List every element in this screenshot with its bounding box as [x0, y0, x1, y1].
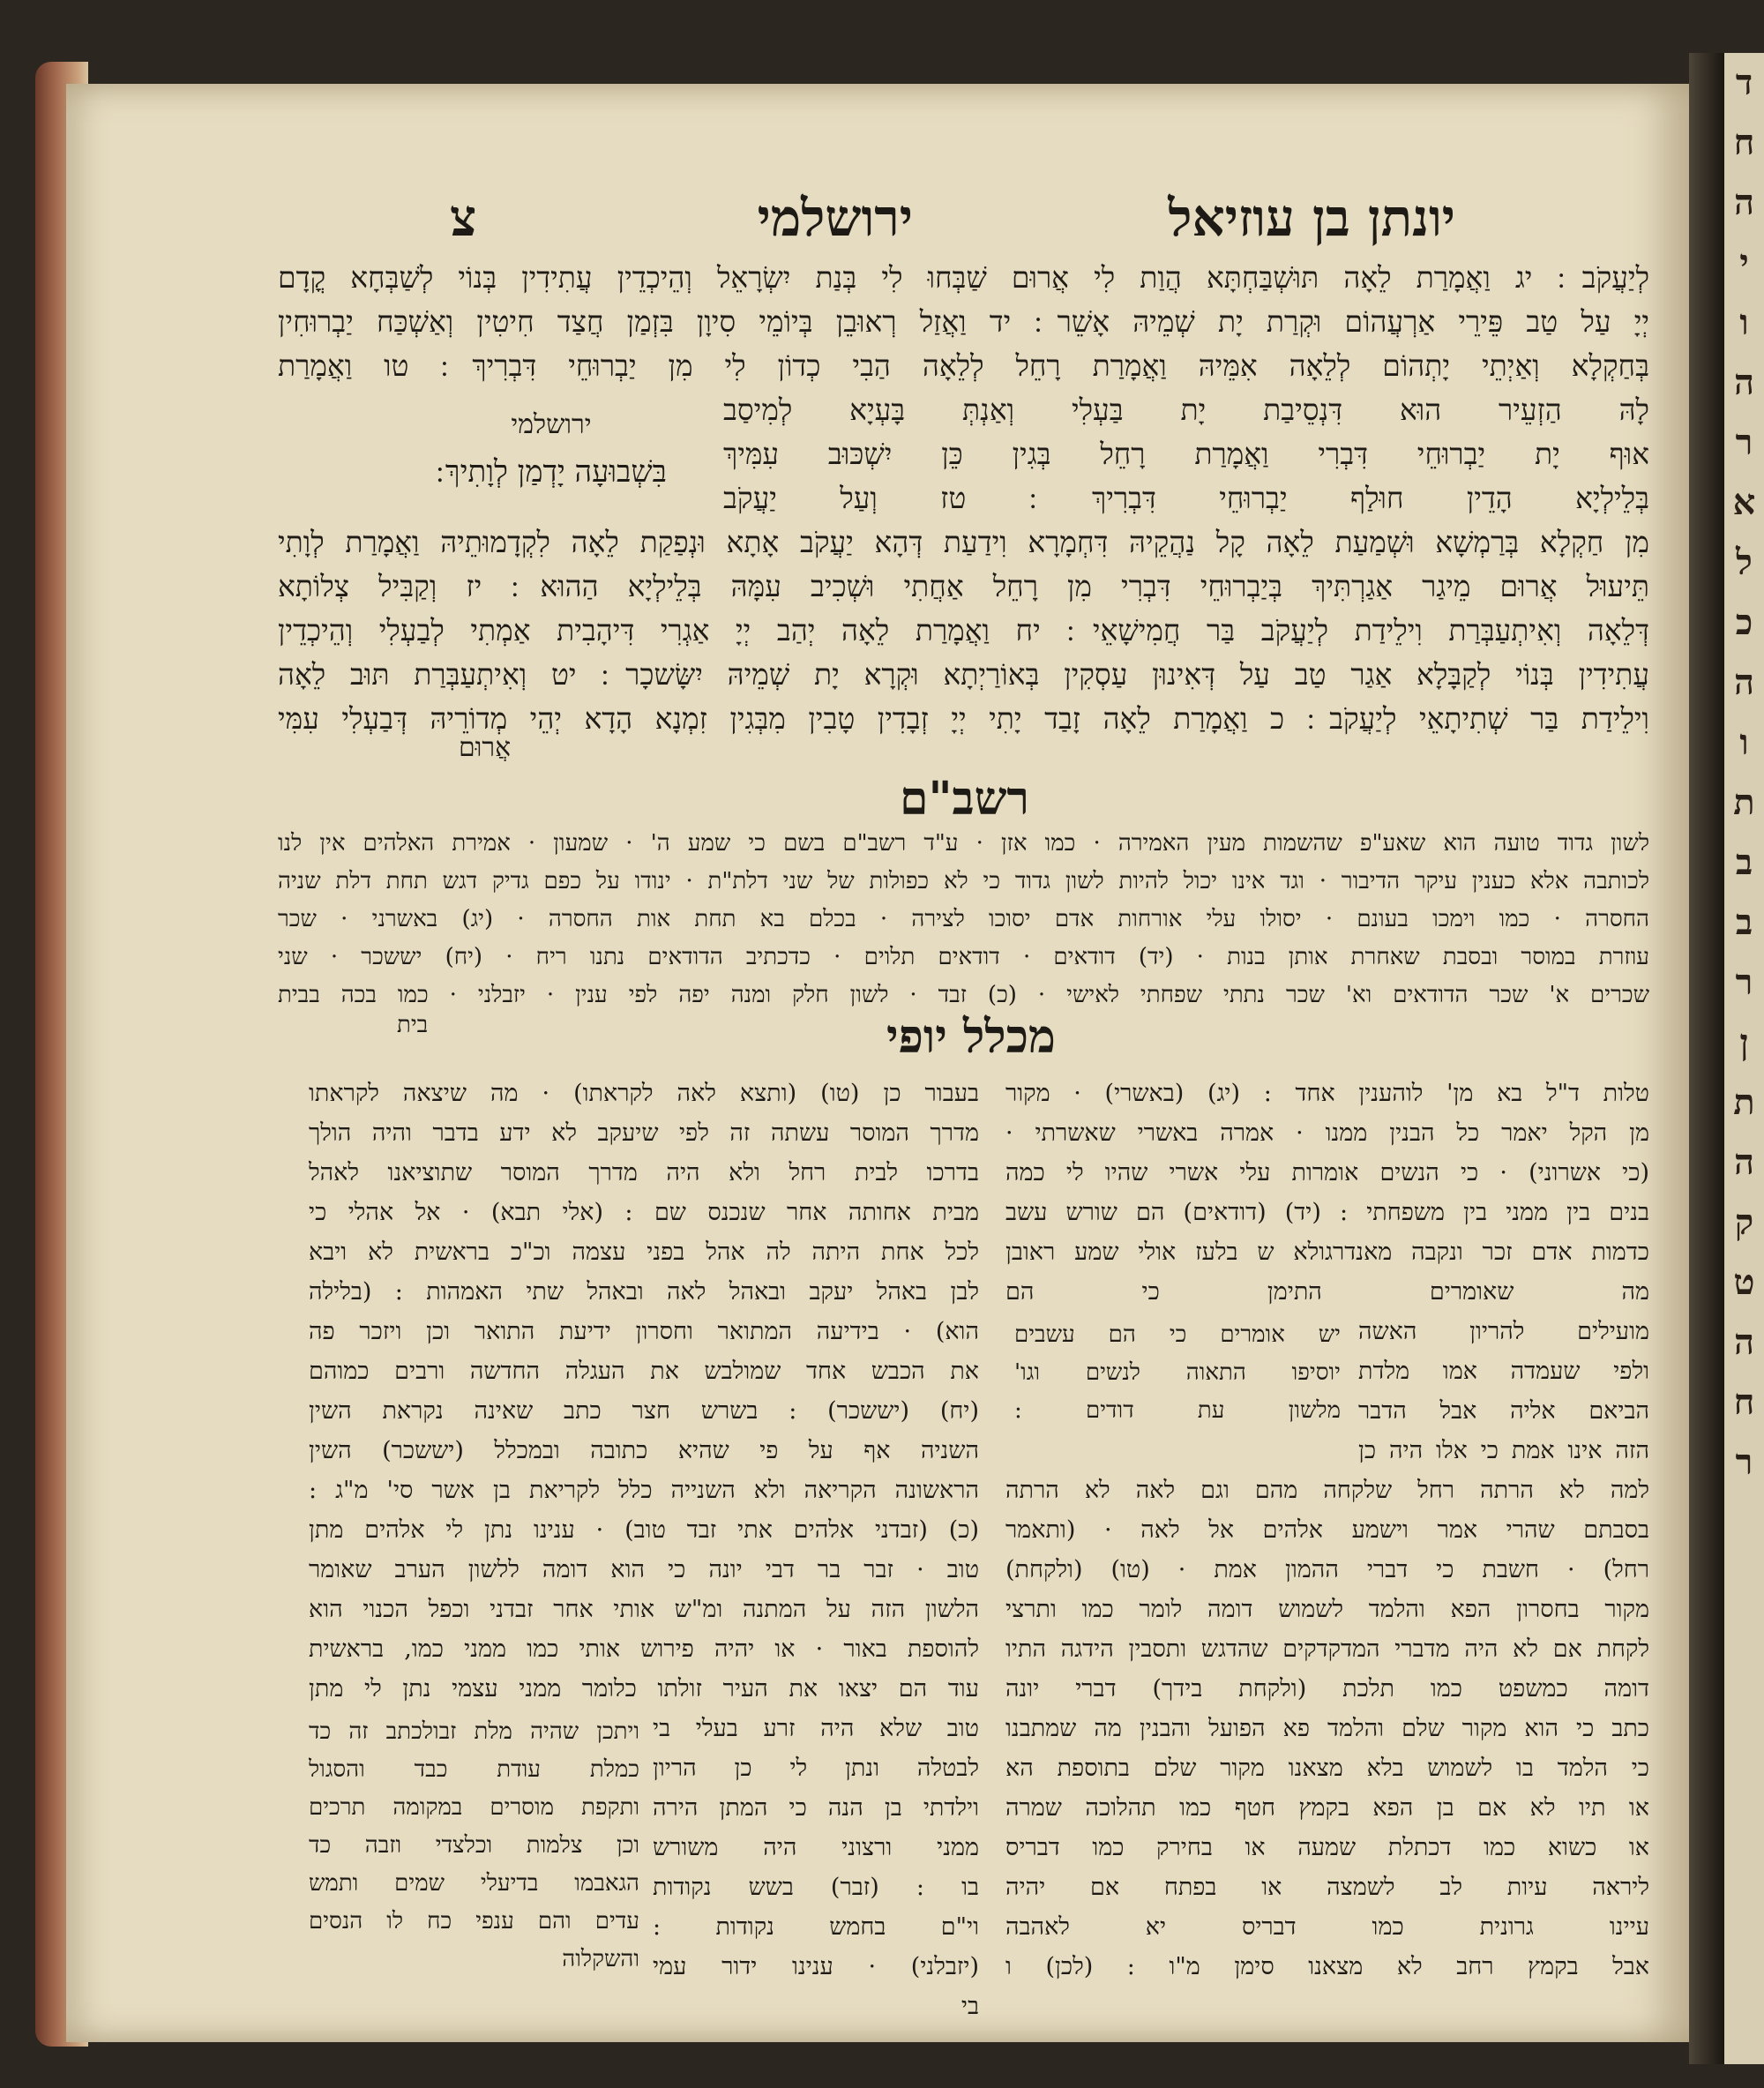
rashbam-line: לשון גדוד טועה הוא שאע"פ שהשמות מעין האמירה · כמו אזן · ע"ד רשב"ם בשם כי שמע ה' · שמעון · אמירת האלהים אין לנו — [278, 830, 1649, 857]
note-line: ותקפת מוסרים במקומה תרכים — [309, 1794, 639, 1821]
facing-page-letter: ו — [1739, 722, 1749, 763]
header-title-right: יונתן בן עוזיאל — [1168, 188, 1455, 248]
facing-page-letter: כ — [1735, 602, 1753, 643]
facing-page-letter: ה — [1733, 662, 1754, 703]
targum-line: בְּחַקְלָא וְאַיְתֵי יָתְהוֹם לְלֵאָה אִמֵּיהּ וַאֲמָרַת רָחֵל לְלֵאָה הַבִי כְדוֹן לִי מִן יַבְרוּחֵי דִּבְרִיךְ ׃ טו וַאֲמָרַת — [278, 348, 1649, 383]
commentary-line: בנים בין ממני בין משפחתי : (יד) (דודאים) הם שורש עשב — [1005, 1199, 1649, 1226]
note-line: ויתכן שהיה מלת זבולכתב זה כד — [309, 1718, 639, 1745]
targum-text-top — [278, 256, 1649, 388]
facing-page-letter: ה — [1733, 182, 1754, 223]
mikhlal-right-column-indented — [1358, 1312, 1649, 1471]
rashbam-end: בית — [397, 1012, 429, 1038]
commentary-line: מן הקל יאמר כל הבנין ממנו · אמרה באשרי שאשרתי · — [1005, 1119, 1649, 1147]
rashbam-line: שכרים א' שכר הדודאים וא' שכר נתתי שפחתי לאישי · (כ) זבד · לשון חלק ומנה יפה לפי ענין · יזבלני · כמו בכה בבית — [278, 982, 1649, 1008]
mikhlal-right-column-continued — [1005, 1471, 1649, 1987]
targum-line: אוּף יָת יַבְרוּחֵי דִּבְרִי וַאֲמָרַת רָחֵל בְּגִין כֵּן יִשְׁכּוּב עִמִּיךְ — [723, 437, 1649, 471]
commentary-line: מקור בחסרון הפא והלמד לשמוש דומה לומר כמו ותרצי — [1005, 1596, 1649, 1623]
book-page — [66, 84, 1689, 2042]
facing-page-letter: ר — [1735, 1441, 1753, 1483]
note-line: והשקלוה — [562, 1946, 639, 1972]
book-gutter — [1689, 53, 1724, 2064]
rashbam-commentary — [278, 825, 1649, 1014]
mikhlal-left-inner-note — [309, 1713, 639, 1979]
commentary-line: מבית אחותה אחר שנכנס שם : (אלי תבא) · אל אהלי כי — [309, 1199, 979, 1226]
rashbam-line: החסרה · כמו וימכו בעונם · יסולו עלי אורחות אדם יסוכו לצירה · בכלם בא תחת אות החסרה · (יג) באשרני · שכר — [278, 906, 1649, 932]
commentary-line: מה שאומרים התימן כי הם — [1005, 1278, 1649, 1306]
commentary-line: השניה אף על פי שהיא כתובה ובמכלל (יששכר) השין — [309, 1437, 979, 1464]
targum-line: בְּלֵילְיָא הָדֵין חוּלַף יַבְרוּחֵי דִּבְרִיךְ ׃ טז וְעַל יַעֲקֹב — [723, 481, 1649, 515]
mikhlal-left-column-tail — [653, 1709, 979, 2026]
commentary-line: לבן באהל יעקב ובאהל לאה ובאהל שתי האמהות : (בלילה — [309, 1278, 979, 1306]
note-line: מלשון עת דודים : — [1014, 1397, 1341, 1424]
commentary-line: הזה אינו אמת כי אלו היה כן — [1358, 1437, 1649, 1464]
header-title-middle: ירושלמי — [757, 188, 913, 248]
targum-line: דְּלֵאָה וְאִיתְעַבְּרַת וִילֵידַת לְיַעֲקֹב בַּר חֲמִישָׁאֵי ׃ יח וַאֲמָרַת לֵאָה יְהַב יְיָ אַגְרִי דִּיהָבִית אַמְתִי לְבַעְלִי וְהֵיכְדֵין — [278, 613, 1649, 647]
commentary-line: הוא) · בידיעה המתואר וחסרון ידיעת התואר וכן ויזכר פה — [309, 1318, 979, 1345]
commentary-line: מועילים להריון האשה — [1358, 1318, 1649, 1345]
commentary-line: כי הלמד בו לשמוש בלא מצאנו מקור שלם בתוספת הא — [1005, 1755, 1649, 1782]
facing-page-letter: ה — [1733, 362, 1754, 403]
facing-page-letter: ד — [1735, 62, 1753, 103]
facing-page-letter: ל — [1736, 542, 1753, 583]
commentary-line: עוד הם יצאו את העיר זולתו כלומר ממני עצמי נתן לי מתן — [309, 1675, 979, 1703]
commentary-line: (כי אשרוני) · כי הנשים אומרות עלי אשרי שהיו לי כמה — [1005, 1159, 1649, 1186]
targum-line: לְיַעֲקֹב ׃ יג וַאֲמָרַת לֵאָה תּוּשְׁבַּחְתָּא הֲוַת לִי אֲרוּם שַׁבְּחוּ לִי בְּנַת יִשְׂרָאֵל וְהֵיכְדֵין עֲתִידִין בְּנוֹי לְשַׁבְּחָא קֳדָם — [278, 260, 1649, 295]
commentary-line: לכל אחת היתה לה אהל בפני עצמה וכ"כ בראשית לא ויבא — [309, 1239, 979, 1266]
page-number: צ — [450, 188, 477, 248]
mikhlal-right-inner-note — [1014, 1316, 1341, 1430]
commentary-line: טלות ד"ל בא מן' לוהענין אחד : (יג) (באשרי) · מקור — [1005, 1080, 1649, 1107]
commentary-line: הלשון הזה על המתנה ומ"ש אותי אחר זבדני וכפל הכנוי הוא — [309, 1596, 979, 1623]
commentary-line: טוב שלא היה זרע בעלי בי — [653, 1715, 979, 1742]
commentary-line: להוספת באור · או יהיה פירוש אותי כמו ממני כמו, בראשית — [309, 1635, 979, 1663]
facing-page-letter: ת — [1733, 782, 1755, 823]
commentary-line: בעבור כן (טו) (ותצא לאה לקראתו) · מה שיצאה לקראתו — [309, 1080, 979, 1107]
targum-line: עֲתִידִין בְּנוֹי לְקַבָּלָא אַגַר טַב עַל דְּאִינוּן עַסְקִין בְּאוֹרַיְתָא וּקְרָא יָת שְׁמֵיהּ יִשָּׂשכָר ׃ יט וְאִיתְעַבְּרַת תּוּב לֵאָה — [278, 657, 1649, 692]
commentary-line: לקחת אם לא היה מדברי המדקדקים שהדגש ותסבין הידגה התיו — [1005, 1635, 1649, 1663]
note-line: כמלת עודת כבד והסגול — [309, 1756, 639, 1783]
commentary-line: רחל) · חשבת כי דברי ההמון אמת · (טו) (ולקחת) — [1005, 1556, 1649, 1583]
commentary-line: (יזבלני) · ענינו ידור עמי — [653, 1953, 979, 1980]
note-line: הגאבמו בדיעלי שמים ותמש — [309, 1870, 639, 1897]
mikhlal-yofi-title: מכלל יופי — [886, 1010, 1056, 1064]
commentary-line: בדרכו לבית רחל ולא היה מדרך המוסר שתוציאנו לאהל — [309, 1159, 979, 1186]
yerushalmi-title: ירושלמי — [511, 409, 592, 440]
targum-line: תֵּיעוּל אֲרוּם מֵיגַר אַגַרְתִּיךְ בְּיַבְרוּחֵי דִּבְרִי מִן רָחֵל אַחֲתִי וּשְׁכִיב עִמָּהּ בְּלֵילְיָא הַהוּא ׃ יז וְקַבִּיל צְלוֹתָא — [278, 569, 1649, 603]
facing-page-letter: ב — [1735, 902, 1753, 943]
facing-page-letter: ה — [1733, 1321, 1754, 1363]
commentary-line: את הכבש אחד שמולבש את העגלה החדשה ורבים כמוהם — [309, 1358, 979, 1385]
facing-page-letter: ר — [1735, 962, 1753, 1003]
targum-line: יְיָ עַל טַב פֵּירֵי אַרְעֲהוֹם וּקְרַת יָת שְׁמֵיהּ אָשֵׁר ׃ יד וַאֲזַל רְאוּבֵן בְּיוֹמֵי סִיוָן בִּזְמַן חֲצַד חִיטִין וְאַשְׁכַּח יַבְרוּחִין — [278, 304, 1649, 339]
commentary-line: וי"ם בחמש נקודות : — [653, 1913, 979, 1941]
facing-page-letter: ו — [1739, 302, 1749, 343]
facing-page-letter: ב — [1735, 842, 1753, 883]
targum-end-word: אֲרוּם — [459, 732, 512, 763]
targum-line: מִן חַקְלָא בְּרַמְשָׁא וּשְׁמַעַת לֵאָה קָל נַהֲקֵיהּ דִּחְמָרָא וִידַעַת דְּהָא יַעֲקֹב אָתָא וּנְפַקַת לֵאָה לִקְדָמוּתֵיהּ וַאֲמָרַת לְוָתִי — [278, 525, 1649, 559]
rashbam-title: רשב"ם — [900, 772, 1029, 826]
rashbam-line: לכותבה אלא כענין עיקר הדיבור · וגד אינו יכול להיות לשון גדוד כי לא כפולות של שני דלת"ת · ינודו על כפם גדיק דגש תחת דלת שניה — [278, 868, 1649, 894]
facing-page-letter: ק — [1734, 1201, 1754, 1243]
targum-text-bottom — [278, 520, 1649, 741]
commentary-line: הביאם אליה אבל הדבר — [1358, 1397, 1649, 1425]
facing-page-letter: ן — [1739, 1022, 1749, 1063]
commentary-line: לבטלה ונתן לי כן הריון — [653, 1755, 979, 1782]
commentary-line: למה לא הרתה רחל שלקחה מהם וגם לאה לא הרתה — [1005, 1477, 1649, 1504]
commentary-line: וילדתי בן הנה כי המתן הירה — [653, 1794, 979, 1822]
commentary-line: (יח) (יששכר) : בשרש חצר כתב שאינה נקראת השין — [309, 1397, 979, 1425]
commentary-line: בסבתם שהרי אמר וישמע אלהים אל לאה · (ותאמר — [1005, 1516, 1649, 1544]
targum-text-narrow — [723, 388, 1649, 520]
commentary-line: כתב כי הוא מקור שלם והלמד פא הפועל והבנין מה שמתבנו — [1005, 1715, 1649, 1742]
commentary-line: בי — [960, 1993, 979, 2020]
facing-page-letter: י — [1739, 242, 1749, 283]
commentary-line: מדרך המוסר עשתה זה לפי שיעקב לא ידע בדבר והיה הולך — [309, 1119, 979, 1147]
note-line: יוסיפו התאוה לנשים וגו' — [1014, 1359, 1341, 1386]
facing-page-letter: ח — [1733, 122, 1755, 163]
targum-line: לָהּ הַזְעֵיר הוּא דִּנְסֵיבַת יָת בַּעְלִי וְאַנְתְּ בָּעְיָא לְמִיסַב — [723, 393, 1649, 427]
yerushalmi-insert — [366, 403, 736, 497]
commentary-line: ממני ורצוני היה משורש — [653, 1834, 979, 1861]
yerushalmi-text: בִּשְׁבוּעָה יָדְמַן לְוָתִיךְ ׃ — [436, 454, 667, 490]
rashbam-line: עוזרת במוסר ובסבת שאחרת אותן בנות · (יד) דודאים · דודאים תלוים · כדכתיב הדודאים נתנו ריח · (יח) יששכר · שני — [278, 944, 1649, 970]
commentary-line: או תיו לא אם בן הפא בקמץ חטף כמו תהלוכה שמרה — [1005, 1794, 1649, 1822]
facing-page-letter: א — [1732, 482, 1756, 523]
commentary-line: עיינו גרונית כמו דבריס יא לאהבה — [1005, 1913, 1649, 1941]
commentary-line: דומה כמשפט כמו תלכת (ולקחת בידך) דברי יונה — [1005, 1675, 1649, 1703]
commentary-line: אבל בקמץ רחב לא מצאנו סימן מ"ו : (לכן) ו — [1005, 1953, 1649, 1980]
commentary-line: או כשוא כמו דכתלת שמעה או בחירק כמו דבריס — [1005, 1834, 1649, 1861]
note-line: יש אומרים כי הם עשבים — [1014, 1321, 1341, 1348]
commentary-line: ליראה עיות לב לשמצה או בפתח אם יהיה — [1005, 1874, 1649, 1901]
running-header — [66, 181, 1689, 260]
commentary-line: בו : (זבר) בשש נקודות — [653, 1874, 979, 1901]
facing-page-letter: ר — [1735, 422, 1753, 463]
mikhlal-left-column — [309, 1074, 979, 1709]
mikhlal-right-column — [1005, 1074, 1649, 1312]
facing-page-letter: ט — [1733, 1261, 1755, 1303]
targum-line: וִילֵידַת בַּר שְׁתִיתָאֵי לְיַעֲקֹב ׃ כ וַאֲמָרַת לֵאָה זָבַד יָתִי יְיָ זְבָדִין טָבִין מִבְּגִין זִמְנָא הָדָא יְהֵי מְדוֹרֵיהּ דְּבַעְלִי עִמִּי — [278, 701, 1649, 736]
commentary-line: הראשונה הקריאה ולא השנייה כלל לקריאת בן אשר סי' מ"ג : — [309, 1477, 979, 1504]
facing-page-fragment — [1724, 53, 1764, 2064]
facing-page-letter: ח — [1733, 1381, 1755, 1423]
facing-page-letter: ה — [1733, 1141, 1754, 1183]
note-line: עדים והם ענפי כח לו הנסים — [309, 1908, 639, 1935]
commentary-line: ולפי שעמדה אמו מלדת — [1358, 1358, 1649, 1385]
commentary-line: (כ) (זבדני אלהים אתי זבד טוב) · ענינו נתן לי אלהים מתן — [309, 1516, 979, 1544]
note-line: וכן צלמות וכלצדי וזבה כד — [309, 1832, 639, 1859]
commentary-line: כדמות אדם זכר ונקבה מאנדרגולא ש בלעז אולי שמע ראובן — [1005, 1239, 1649, 1266]
facing-page-letter: ת — [1733, 1081, 1755, 1123]
commentary-line: טוב · זבר בר דבי יונה כי הוא דומה ללשון הערב שאומר — [309, 1556, 979, 1583]
